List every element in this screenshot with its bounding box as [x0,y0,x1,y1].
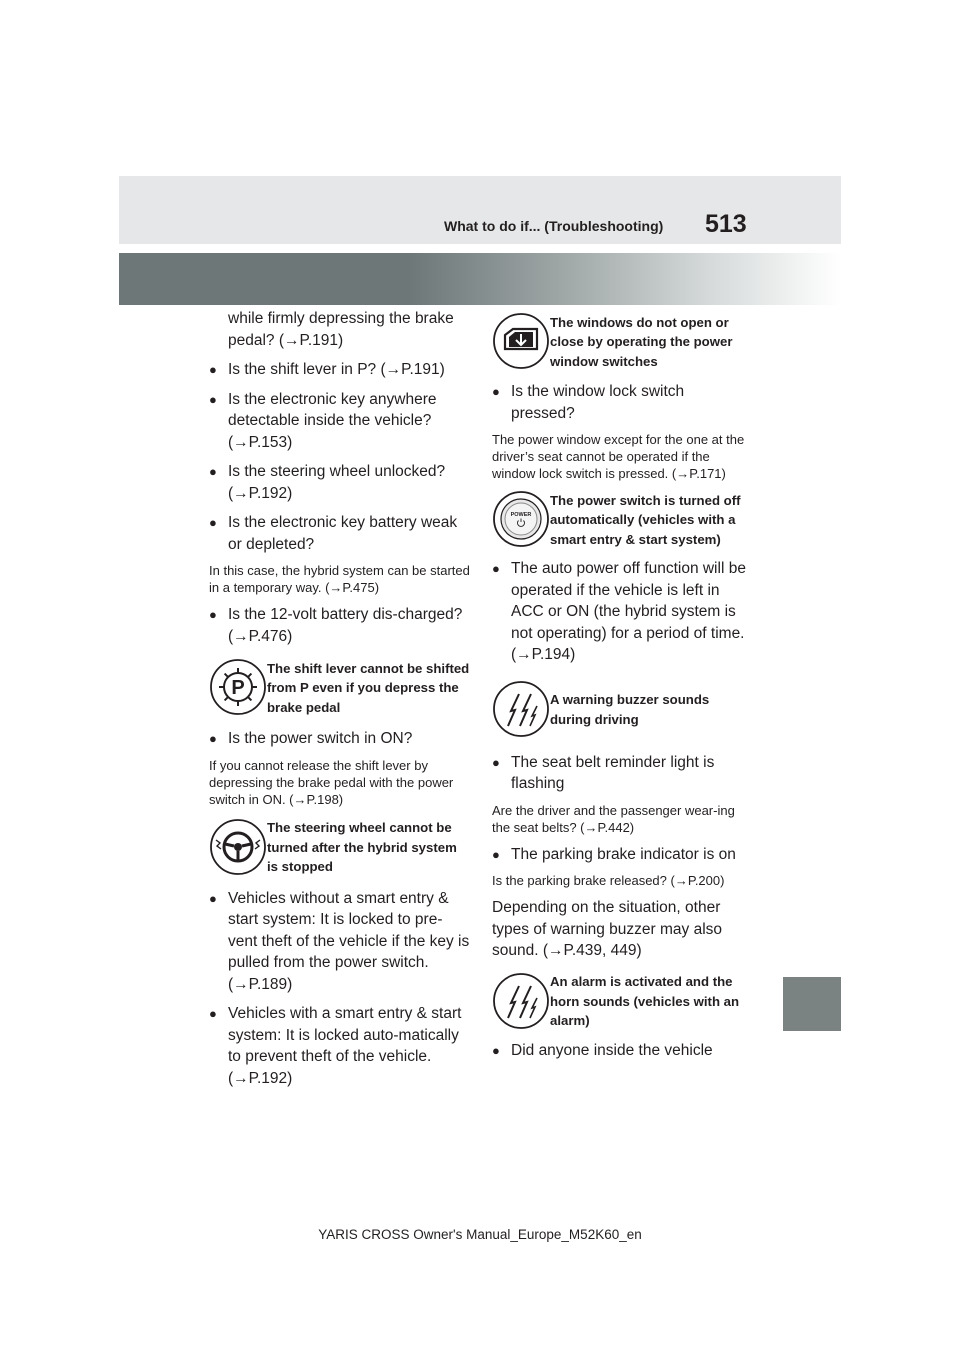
power-switch-icon [492,490,552,550]
bullet-icon: ● [492,1042,500,1058]
steering-lock-icon [209,818,269,878]
shift-lock-gear-icon [209,658,269,718]
right-column [492,308,750,1061]
bullet-item [209,604,471,647]
bullet-icon: ● [209,362,217,377]
bullet-icon: ● [209,1006,217,1021]
bullet-icon: ● [209,890,217,906]
bullet-text: The seat belt reminder light is flashing [511,753,715,792]
steering-heading: The steering wheel cannot be turned after the hybrid system is stopped [267,820,457,875]
alarm-heading: An alarm is activated and the horn sounds (vehicles with an alarm) [550,974,740,1029]
note-seatbelt: Are the driver and the passenger wear-ing the seat belts? (→P.442) [492,802,735,835]
bullet-item [209,1003,471,1089]
bullet-text: The auto power off function will be operated if the vehicle is left in ACC or ON (the hybrid system is not operating) for a period of time. (→P.194) [511,560,746,663]
bullet-item [492,1040,750,1062]
bullet-text: Did anyone inside the vehicle [511,1041,713,1059]
page-number: 513 [705,210,747,238]
bullet-text: Vehicles without a smart entry & start system: It is locked to pre-vent theft of the vehicle if the key is pulled from the power switch. (→P.189) [228,889,470,993]
bullet-text: Is the 12-volt battery dis-charged? (→P.476) [228,606,463,645]
continued-text-line-2: pedal? (→P.191) [228,331,344,349]
left-column [209,308,471,1089]
bullet-icon: ● [209,607,217,622]
bullet-icon: ● [209,391,217,407]
shift-lever-heading: The shift lever cannot be shifted from P even if you depress the brake pedal [267,660,470,715]
bullet-item [209,512,471,555]
shift-lever-notice [209,658,471,718]
power-off-heading: The power switch is turned off automatically (vehicles with a smart entry & start system) [550,492,741,547]
warning-buzzer-icon [492,680,552,740]
bullet-item [492,844,750,866]
note-shift: If you cannot release the shift lever by depressing the brake pedal with the power switch in ON. (→P.198) [209,757,454,807]
bullet-text: Is the power switch in ON? [228,730,413,747]
bullet-icon: ● [492,754,500,770]
bullet-item [492,381,750,424]
steering-notice [209,818,471,878]
power-icon-label: POWER [510,512,532,518]
bullet-item [492,752,750,795]
note-hybrid: In this case, the hybrid system can be started in a temporary way. (→P.475) [209,563,470,595]
buzzer-heading: A warning buzzer sounds during driving [550,692,710,727]
bullet-item [209,389,471,454]
bullet-text: Is the electronic key battery weak or depleted? [228,514,458,553]
bullet-text: Vehicles with a smart entry & start system: It is locked auto-matically to prevent theft of the vehicle. (→P.192) [228,1005,462,1087]
bullet-icon: ● [492,384,500,399]
bullet-item [209,359,471,381]
bullet-icon: ● [209,731,217,746]
footer-manual-name: YARIS CROSS Owner's Manual_Europe_M52K60_en [318,1227,642,1242]
header-gradient-bar [119,253,841,305]
chapter-side-tab [783,977,841,1031]
buzzer-notice [492,680,750,740]
bullet-icon: ● [209,464,217,479]
bullet-icon: ● [209,515,217,530]
power-window-icon [492,312,552,372]
bullet-text: Is the steering wheel unlocked? (→P.192) [228,463,446,502]
power-off-notice [492,490,750,550]
alarm-notice [492,972,750,1032]
para-buzzer: Depending on the situation, other types of warning buzzer may also sound. (→P.439, 449) [492,899,723,959]
bullet-icon: ● [492,561,500,576]
continued-text-line-1: while firmly depressing the brake [228,310,454,327]
bullet-text: Is the window lock switch pressed? [511,383,685,422]
windows-heading: The windows do not open or close by operating the power window switches [550,314,733,369]
bullet-text: The parking brake indicator is on [511,845,736,863]
bullet-item [492,558,750,666]
windows-notice [492,312,750,372]
alarm-icon [492,972,552,1032]
shift-icon-letter: P [231,677,245,699]
bullet-item [209,461,471,504]
section-title: What to do if... (Troubleshooting) [444,218,664,234]
bullet-icon: ● [492,846,500,862]
bullet-item [209,888,471,996]
note-window: The power window except for the one at the driver’s seat cannot be operated if the window lock switch is pressed. (→P.171) [492,432,745,481]
bullet-item [209,728,471,750]
note-parking: Is the parking brake released? (→P.200) [492,873,725,888]
bullet-text: Is the shift lever in P? (→P.191) [228,361,445,378]
bullet-text: Is the electronic key anywhere detectable inside the vehicle? (→P.153) [228,390,437,451]
